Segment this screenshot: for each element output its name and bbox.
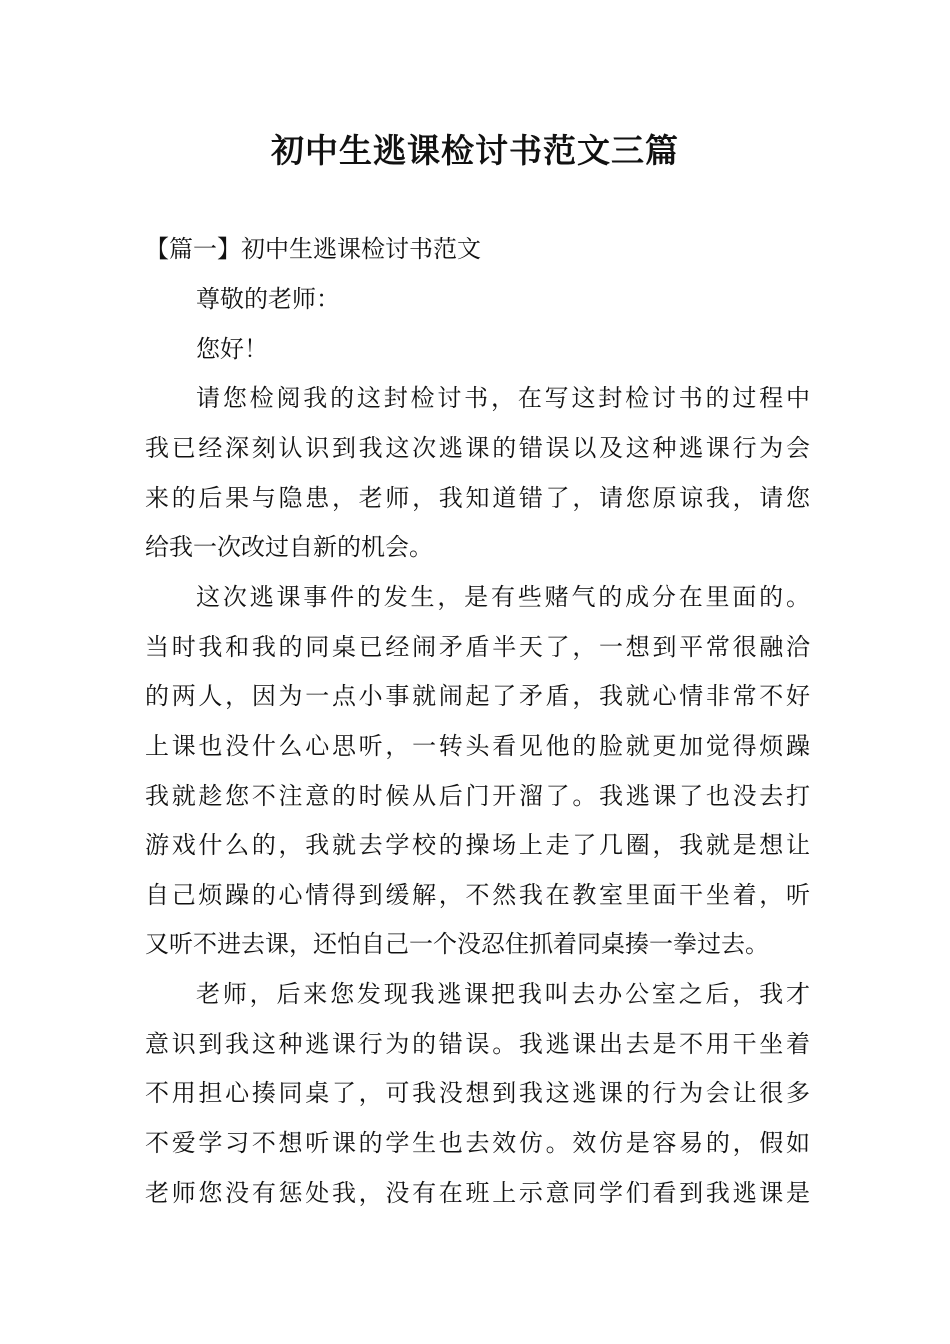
paragraph-line: 不用担心揍同桌了，可我没想到我这逃课的行为会让很多 (145, 1079, 810, 1107)
salutation: 尊敬的老师： (196, 285, 340, 313)
paragraph-line: 我就趁您不注意的时候从后门开溜了。我逃课了也没去打 (145, 782, 810, 810)
paragraph-line: 来的后果与隐患，老师，我知道错了，请您原谅我，请您 (145, 484, 810, 512)
paragraph-line: 这次逃课事件的发生，是有些赌气的成分在里面的。 (196, 583, 810, 611)
document-title: 初中生逃课检讨书范文三篇 (271, 131, 679, 170)
paragraph-line: 游戏什么的，我就去学校的操场上走了几圈，我就是想让 (145, 831, 810, 859)
paragraph-line: 意识到我这种逃课行为的错误。我逃课出去是不用干坐着 (145, 1030, 810, 1058)
paragraph-line: 的两人，因为一点小事就闹起了矛盾，我就心情非常不好 (145, 682, 810, 710)
paragraph-line: 请您检阅我的这封检讨书，在写这封检讨书的过程中 (196, 384, 810, 412)
paragraph-line: 自己烦躁的心情得到缓解，不然我在教室里面干坐着，听 (145, 881, 810, 909)
paragraph-line: 给我一次改过自新的机会。 (145, 533, 433, 561)
section-heading: 【篇一】初中生逃课检讨书范文 (145, 235, 481, 263)
paragraph-line: 我已经深刻认识到我这次逃课的错误以及这种逃课行为会 (145, 434, 810, 462)
paragraph-line: 不爱学习不想听课的学生也去效仿。效仿是容易的，假如 (145, 1129, 810, 1157)
greeting: 您好！ (196, 335, 268, 363)
paragraph-line: 老师，后来您发现我逃课把我叫去办公室之后，我才 (196, 980, 810, 1008)
paragraph-line: 又听不进去课，还怕自己一个没忍住抓着同桌揍一拳过去。 (145, 930, 769, 958)
paragraph-line: 老师您没有惩处我，没有在班上示意同学们看到我逃课是 (145, 1179, 810, 1207)
paragraph-line: 当时我和我的同桌已经闹矛盾半天了，一想到平常很融洽 (145, 633, 810, 661)
paragraph-line: 上课也没什么心思听，一转头看见他的脸就更加觉得烦躁 (145, 732, 810, 760)
